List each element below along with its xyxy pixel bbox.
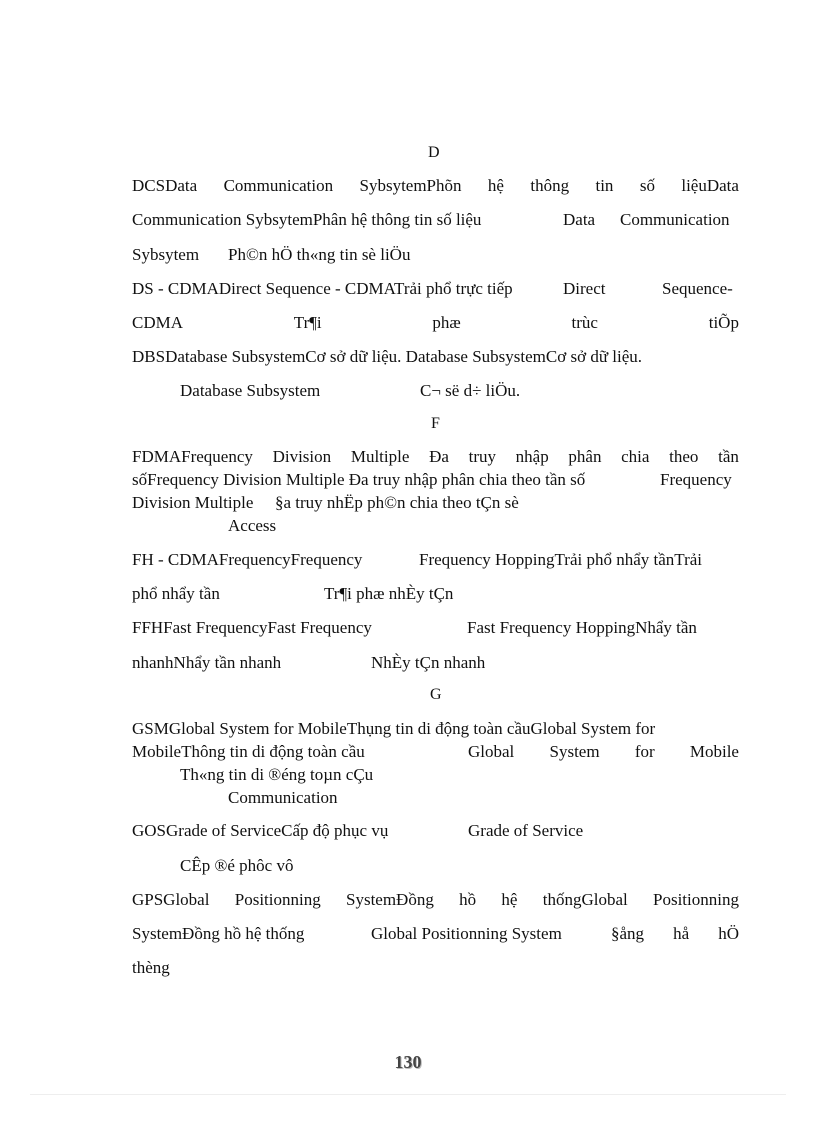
fdma-line-4: Access (228, 516, 277, 535)
dbs-line-1: DBSDatabase SubsystemCơ sở dữ liệu. Database SubsystemCơ sở dữ liệu. (132, 347, 643, 366)
dcs-line-3b: Ph©n hÖ th«ng tin sè liÖu (228, 245, 411, 264)
fdma-line-1 (132, 447, 739, 467)
word: Multiple (350, 447, 410, 466)
fdma-line-2a: sốFrequency Division Multiple Đa truy nhập phân chia theo tần số (132, 470, 586, 489)
fh-line-2a: phổ nhẩy tần (132, 584, 220, 603)
section-letter-d: D (428, 144, 440, 161)
word: Mobile (689, 742, 739, 761)
word: tin (595, 176, 614, 195)
page-bottom-divider (30, 1094, 786, 1095)
page-number: 130 (394, 1052, 422, 1072)
word: thốngGlobal (542, 890, 628, 909)
ds-line-1a: DS - CDMADirect Sequence - CDMATrải phổ trực tiếp (132, 279, 513, 298)
section-letter-f: F (431, 415, 440, 432)
word: phæ (432, 313, 461, 332)
word: GPSGlobal (132, 890, 210, 909)
word: tiÕp (708, 313, 739, 332)
word: System (549, 742, 600, 761)
gsm-line-2a: MobileThông tin di động toàn cầu (132, 742, 365, 761)
word: phân (568, 447, 602, 466)
word: Tr¶i (293, 313, 322, 332)
gsm-line-2b (468, 742, 739, 762)
gps-line-2c (611, 924, 739, 944)
word: số (639, 176, 655, 195)
gps-line-1 (132, 890, 739, 910)
word: for (634, 742, 655, 761)
ds-line-2 (132, 313, 739, 333)
ffh-line-1b: Fast Frequency HoppingNhẩy tần (467, 618, 697, 637)
word: Positionning (653, 890, 739, 909)
word: hÖ (718, 924, 739, 943)
dcs-line-2b: Data (563, 210, 596, 229)
gps-line-2b: Global Positionning System (371, 924, 562, 943)
gsm-line-1: GSMGlobal System for MobileThụng tin di động toàn cầuGlobal System for (132, 719, 656, 738)
dbs-line-2b: C¬ së d÷ liÖu. (420, 381, 521, 400)
word: DCSData (132, 176, 198, 195)
word: chia (621, 447, 650, 466)
word: CDMA (132, 313, 184, 332)
word: SystemĐồng (346, 890, 434, 909)
dcs-line-1 (132, 176, 739, 196)
ds-line-1b: Direct (563, 279, 606, 298)
fh-line-1a: FH - CDMAFrequencyFrequency (132, 550, 363, 569)
word: Positionning (234, 890, 321, 909)
section-letter-g: G (430, 686, 442, 703)
word: §ång (611, 924, 645, 943)
word: liệuData (681, 176, 739, 195)
ffh-line-2a: nhanhNhẩy tần nhanh (132, 653, 282, 672)
fh-line-2b: Tr¶i phæ nhÈy tÇn (324, 584, 454, 603)
dcs-line-2c: Communication (620, 210, 730, 229)
gps-line-3: thèng (132, 958, 170, 977)
word: trùc (571, 313, 598, 332)
word: Division (272, 447, 332, 466)
fh-line-1b: Frequency HoppingTrải phổ nhẩy tầnTrải (419, 550, 702, 569)
word: FDMAFrequency (132, 447, 253, 466)
dcs-line-3a: Sybsytem (132, 245, 200, 264)
word: hồ (459, 890, 477, 909)
ffh-line-1a: FFHFast FrequencyFast Frequency (132, 618, 372, 637)
fdma-line-3b: §a truy nhËp ph©n chia theo tÇn sè (275, 493, 519, 512)
gos-line-2: CÊp ®é phôc vô (180, 856, 294, 875)
ffh-line-2b: NhÈy tÇn nhanh (371, 653, 486, 672)
gsm-line-4: Communication (228, 788, 338, 807)
ds-line-1c: Sequence- (662, 279, 733, 298)
fdma-line-3a: Division Multiple (132, 493, 254, 512)
gos-line-1a: GOSGrade of ServiceCấp độ phục vụ (132, 821, 389, 840)
word: truy (468, 447, 496, 466)
word: Communication (223, 176, 334, 195)
dcs-line-2a: Communication SybsytemPhân hệ thông tin số liệu (132, 210, 482, 229)
word: Đa (429, 447, 449, 466)
dbs-line-2a: Database Subsystem (180, 381, 321, 400)
word: hệ (501, 890, 518, 909)
fdma-line-2b: Frequency (660, 470, 732, 489)
word: theo (669, 447, 699, 466)
word: nhập (515, 447, 549, 466)
word: thông (530, 176, 570, 195)
word: SybsytemPhõn (359, 176, 462, 195)
gsm-line-3: Th«ng tin di ®éng toµn cÇu (180, 765, 374, 784)
gps-line-2a: SystemĐồng hồ hệ thống (132, 924, 305, 943)
word: hå (673, 924, 690, 943)
word: hệ (487, 176, 504, 195)
word: tần (718, 447, 739, 466)
word: Global (468, 742, 515, 761)
gos-line-1b: Grade of Service (468, 821, 584, 840)
